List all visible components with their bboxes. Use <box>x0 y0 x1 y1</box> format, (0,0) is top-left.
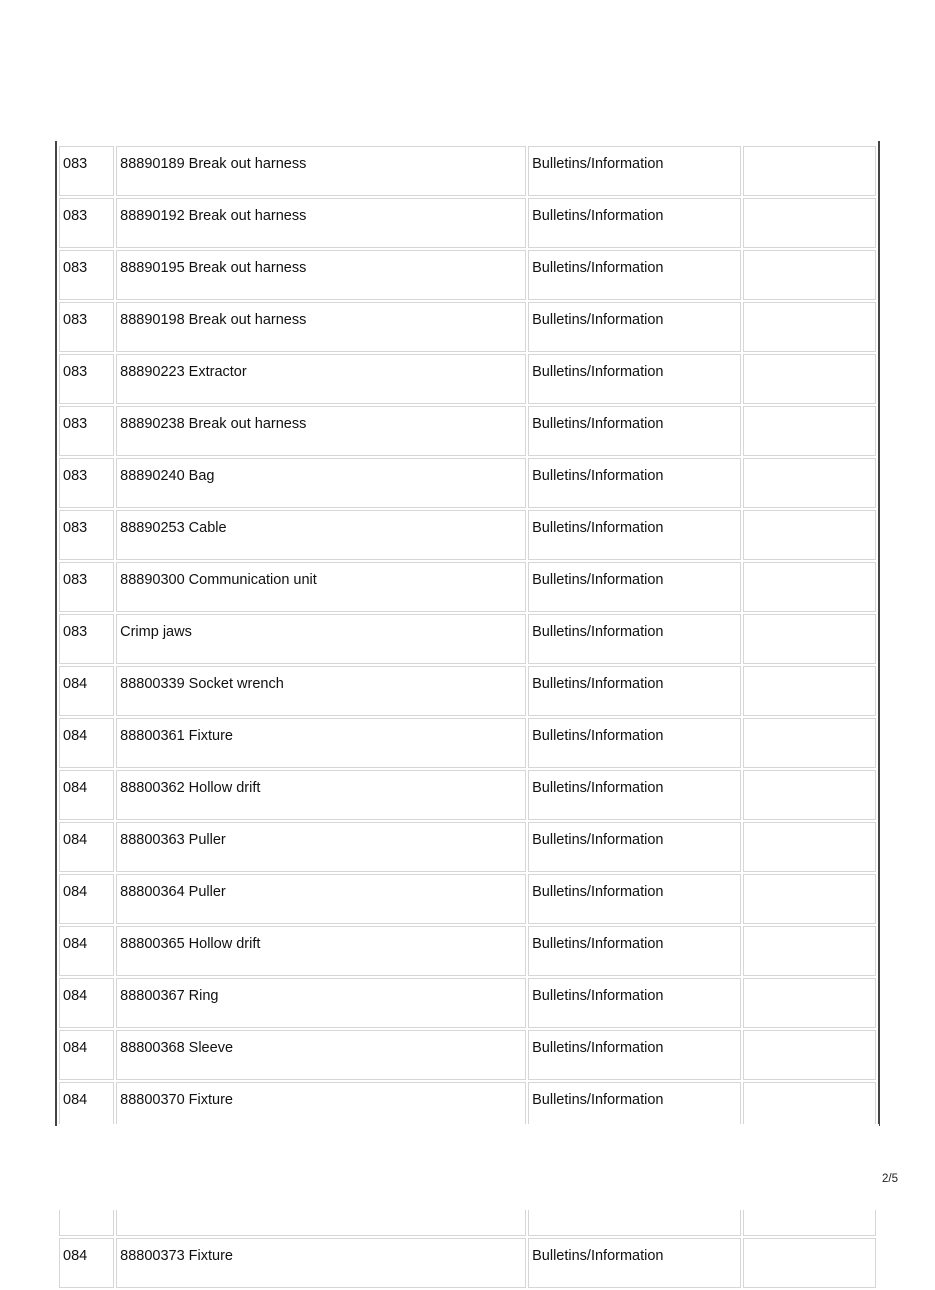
cell-category: Bulletins/Information <box>528 874 741 924</box>
cell-code: 084 <box>59 770 114 820</box>
cell-description: 88890195 Break out harness <box>116 250 526 300</box>
cell-extra <box>743 822 876 872</box>
cell-category: Bulletins/Information <box>528 614 741 664</box>
table-row <box>59 198 876 248</box>
cell-extra <box>743 510 876 560</box>
cell-code: 083 <box>59 458 114 508</box>
cell-extra <box>743 926 876 976</box>
cell-description: Crimp jaws <box>116 614 526 664</box>
cell-description: 88890253 Cable <box>116 510 526 560</box>
cell-extra <box>743 146 876 196</box>
table-row <box>59 458 876 508</box>
cell-description: 88800365 Hollow drift <box>116 926 526 976</box>
table-row <box>59 510 876 560</box>
cell-code: 084 <box>59 822 114 872</box>
table-row <box>59 1238 876 1288</box>
cell-extra <box>743 406 876 456</box>
table-row <box>59 770 876 820</box>
table-row <box>59 666 876 716</box>
table-row <box>59 302 876 352</box>
cell-extra <box>743 978 876 1028</box>
cell-description: 88890189 Break out harness <box>116 146 526 196</box>
cell-extra <box>743 302 876 352</box>
cell-category: Bulletins/Information <box>528 666 741 716</box>
cell-code: 083 <box>59 302 114 352</box>
cell-category: Bulletins/Information <box>528 458 741 508</box>
cell-category: Bulletins/Information <box>528 770 741 820</box>
table-row <box>59 250 876 300</box>
table-row <box>59 562 876 612</box>
cell-code: 083 <box>59 198 114 248</box>
cell-extra <box>743 614 876 664</box>
cell-extra <box>743 250 876 300</box>
cell-code: 083 <box>59 146 114 196</box>
cell-code: 084 <box>59 666 114 716</box>
cell-code: 083 <box>59 614 114 664</box>
cell-description: 88800339 Socket wrench <box>116 666 526 716</box>
cell-extra <box>743 874 876 924</box>
cell-category: Bulletins/Information <box>528 354 741 404</box>
table-row <box>59 406 876 456</box>
cell-code: 084 <box>59 718 114 768</box>
cell-code: 084 <box>59 978 114 1028</box>
cell-code: 083 <box>59 354 114 404</box>
cell-code: 084 <box>59 874 114 924</box>
cell-code: 083 <box>59 406 114 456</box>
cell-category: Bulletins/Information <box>528 822 741 872</box>
cell-category: Bulletins/Information <box>528 146 741 196</box>
table-body <box>59 146 876 1288</box>
table-row <box>59 354 876 404</box>
cell-code: 083 <box>59 510 114 560</box>
cell-description: 88800363 Puller <box>116 822 526 872</box>
cell-description: 88890223 Extractor <box>116 354 526 404</box>
table-row <box>59 978 876 1028</box>
cell-category: Bulletins/Information <box>528 926 741 976</box>
cell-category: Bulletins/Information <box>528 406 741 456</box>
cell-description: 88800373 Fixture <box>116 1238 526 1288</box>
table-row <box>59 926 876 976</box>
page-number: 2/5 <box>882 1173 898 1185</box>
cell-extra <box>743 562 876 612</box>
cell-category: Bulletins/Information <box>528 250 741 300</box>
cell-extra <box>743 198 876 248</box>
cell-extra <box>743 1030 876 1080</box>
cell-extra <box>743 458 876 508</box>
cell-description: 88800364 Puller <box>116 874 526 924</box>
cell-extra <box>743 718 876 768</box>
cell-description: 88800368 Sleeve <box>116 1030 526 1080</box>
table-row <box>59 1030 876 1080</box>
table-row <box>59 614 876 664</box>
cell-code: 084 <box>59 1030 114 1080</box>
cell-category: Bulletins/Information <box>528 1238 741 1288</box>
cell-category: Bulletins/Information <box>528 1030 741 1080</box>
cell-description: 88890192 Break out harness <box>116 198 526 248</box>
cell-extra <box>743 666 876 716</box>
cell-extra <box>743 354 876 404</box>
cell-category: Bulletins/Information <box>528 978 741 1028</box>
cell-category: Bulletins/Information <box>528 302 741 352</box>
cell-description: 88890198 Break out harness <box>116 302 526 352</box>
cell-category: Bulletins/Information <box>528 718 741 768</box>
cell-code: 084 <box>59 1238 114 1288</box>
cell-description: 88890240 Bag <box>116 458 526 508</box>
cell-category: Bulletins/Information <box>528 510 741 560</box>
cell-description: 88800367 Ring <box>116 978 526 1028</box>
cell-description: 88890238 Break out harness <box>116 406 526 456</box>
cell-description: 88800361 Fixture <box>116 718 526 768</box>
cell-code: 083 <box>59 250 114 300</box>
cell-category: Bulletins/Information <box>528 1082 741 1132</box>
cell-code: 084 <box>59 1082 114 1132</box>
table-row <box>59 146 876 196</box>
table-row <box>59 822 876 872</box>
cell-category: Bulletins/Information <box>528 198 741 248</box>
cell-description: 88800370 Fixture <box>116 1082 526 1132</box>
cell-extra <box>743 770 876 820</box>
page-break-mask <box>57 1124 879 1210</box>
cell-code: 084 <box>59 926 114 976</box>
cell-description: 88890300 Communication unit <box>116 562 526 612</box>
cell-description: 88800362 Hollow drift <box>116 770 526 820</box>
table-row <box>59 718 876 768</box>
cell-code: 083 <box>59 562 114 612</box>
cell-extra <box>743 1238 876 1288</box>
cell-category: Bulletins/Information <box>528 562 741 612</box>
table-row <box>59 874 876 924</box>
bulletin-table <box>57 144 878 1290</box>
